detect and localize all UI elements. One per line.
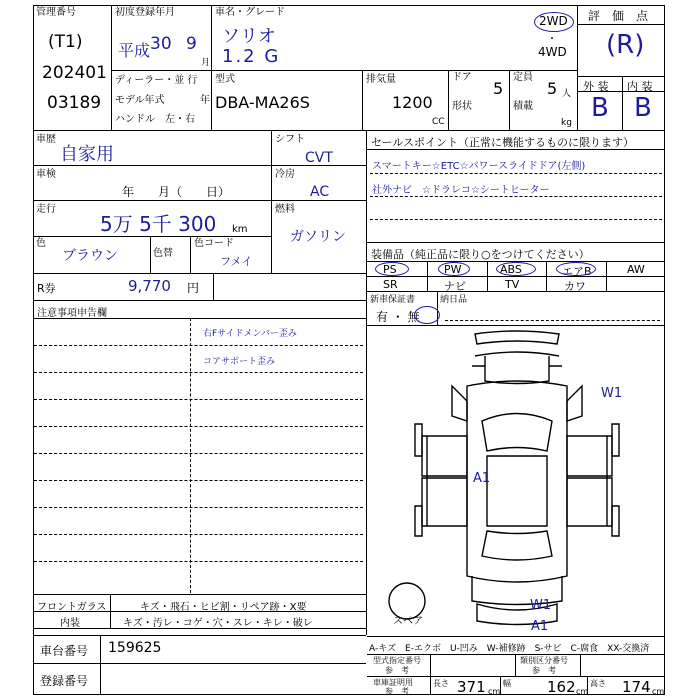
color-code-value: フメイ [220, 255, 253, 268]
dashed-line [34, 345, 363, 346]
grade: 1.2 G [222, 46, 281, 67]
equip-pw: PW [444, 263, 462, 276]
mgmt-num2: 03189 [47, 93, 102, 113]
chassis-value: 159625 [108, 640, 162, 656]
mark-a1-bot: A1 [531, 619, 549, 634]
line [367, 291, 665, 292]
color-code-label: 色コード [194, 238, 234, 249]
length-value: 371 [457, 678, 486, 696]
equip-abs: ABS [500, 263, 522, 276]
length-label: 長さ [433, 679, 449, 688]
line [606, 261, 607, 291]
line [427, 261, 428, 291]
line [150, 236, 151, 273]
model-year-label: モデル年式 [115, 95, 165, 106]
line [272, 200, 366, 201]
sales-line2: 社外ナビ ☆ドラレコ☆シートヒーター [372, 185, 550, 196]
damage-legend: A-キズ E-エクボ U-凹み W-補修跡 S-サビ C-腐食 XX-交換済 [369, 644, 650, 654]
equip-airbag: エアB [562, 265, 592, 278]
shaken-date: 年 月（ 日） [122, 185, 231, 199]
interior-cond-label: 内装 [60, 618, 80, 629]
month-unit: 月 [201, 58, 211, 68]
line [33, 130, 665, 131]
type-label: 型式 [215, 74, 235, 85]
dashed-line [34, 372, 363, 373]
width-value: 162 [547, 678, 576, 696]
delivery-label: 納日品 [440, 295, 468, 305]
mileage-value: 5万 5千 300 [100, 212, 217, 236]
line [367, 676, 665, 677]
door-value: 5 [493, 79, 504, 98]
name-grade-label: 車名・グレード [215, 7, 285, 18]
line [487, 261, 488, 291]
line [190, 236, 191, 273]
warranty-label: 新車保証書 [370, 295, 416, 305]
equipment-title: 装備品（純正品に限り○をつけてください） [371, 248, 590, 261]
car-name: ソリオ [222, 26, 276, 47]
ac-label: 冷房 [275, 169, 295, 180]
mark-a1-mid: A1 [473, 471, 491, 486]
mark-w1-top: W1 [601, 386, 623, 401]
dashed-line [370, 196, 662, 197]
color-label: 色 [36, 238, 46, 249]
shape-label: 形状 [452, 101, 472, 112]
equip-airbag-circle [556, 262, 596, 276]
capacity-unit: 人 [562, 89, 572, 99]
width-label: 幅 [503, 679, 511, 688]
line [367, 654, 665, 655]
line [211, 5, 212, 130]
line [33, 300, 366, 301]
cert-label: 車庫証明用 [373, 678, 413, 687]
height-unit: cm [652, 687, 665, 696]
dashed-line [445, 320, 660, 321]
exterior-label: 外 装 [583, 80, 609, 93]
dashed-line [34, 426, 363, 427]
line [110, 594, 111, 628]
shaken-label: 車検 [36, 169, 56, 180]
equip-aw: AW [627, 263, 645, 276]
equip-leather: カワ [564, 280, 586, 293]
dashed-line [34, 507, 363, 508]
line [33, 635, 366, 636]
line [213, 273, 214, 300]
r-label: R券 [37, 282, 56, 295]
chassis-label: 車台番号 [40, 644, 89, 658]
reg-label: 登録番号 [40, 674, 89, 688]
score-label: 評 価 点 [588, 9, 649, 23]
line [578, 24, 665, 25]
class-ref: 参 考 [532, 666, 556, 675]
line [367, 276, 665, 277]
line [367, 242, 665, 243]
model-year-unit: 年 [200, 95, 210, 106]
first-reg-label: 初度登録年月 [115, 7, 175, 18]
class-label: 類別区分番号 [520, 656, 568, 665]
dashed-line [34, 453, 363, 454]
line [515, 654, 516, 676]
mgmt-label: 管理番号 [36, 7, 76, 18]
handle-label: ハンドル 左・右 [115, 114, 195, 125]
equip-sr: SR [383, 278, 398, 291]
equip-ps: PS [383, 263, 397, 276]
equip-navi: ナビ [444, 280, 466, 293]
dashed-line [34, 534, 363, 535]
reg-month: 9 [186, 34, 197, 54]
type-spec-label: 型式指定番号 [373, 656, 421, 665]
warranty-circle [414, 306, 440, 324]
dashed-line [34, 399, 363, 400]
load-label: 積載 [513, 101, 533, 112]
displacement-label: 排気量 [366, 74, 396, 85]
interior-grade: B [634, 93, 652, 123]
car-diagram [367, 326, 665, 636]
cert-ref: 参 考 [385, 687, 409, 696]
notes-line2: コアサポート歪み [203, 357, 276, 367]
color-change-label: 色替 [153, 248, 173, 259]
history-label: 車歴 [36, 134, 56, 145]
mileage-label: 走行 [36, 204, 56, 215]
line [577, 5, 578, 130]
dashed-line [34, 480, 363, 481]
dashed-vertical [190, 318, 191, 593]
capacity-value: 5 [547, 79, 558, 98]
line [33, 594, 366, 595]
height-label: 高さ [590, 679, 606, 688]
line [580, 654, 581, 676]
line [33, 663, 366, 664]
equip-tv: TV [505, 278, 520, 291]
load-unit: kg [561, 118, 572, 128]
mileage-unit: km [232, 224, 248, 235]
line [100, 635, 101, 695]
drive-dot: ・ [547, 34, 557, 45]
line [367, 636, 665, 637]
door-label: ドア [452, 72, 472, 83]
line [362, 70, 363, 130]
front-glass-items: キズ・飛石・ヒビ割・リペア跡・X要 [140, 602, 307, 613]
type-spec-ref: 参 考 [385, 666, 409, 675]
equip-ps-circle [375, 262, 409, 276]
color-value: ブラウン [62, 248, 118, 264]
line [33, 273, 366, 274]
line [430, 654, 431, 676]
line [546, 261, 547, 291]
front-glass-label: フロントガラス [37, 602, 107, 613]
exterior-grade: B [591, 93, 609, 123]
capacity-label: 定員 [513, 72, 533, 83]
type-value: DBA-MA26S [215, 93, 310, 112]
dealer-label: ディーラー・並 行 [115, 75, 198, 86]
mgmt-num1: 202401 [42, 63, 107, 83]
r-value: 9,770 [128, 277, 171, 295]
reg-year: 30 [150, 34, 172, 54]
line [111, 70, 577, 71]
dashed-line [34, 561, 363, 562]
width-unit: cm [576, 687, 589, 696]
line [33, 200, 271, 201]
dashed-line [370, 219, 662, 220]
equip-pw-circle [438, 262, 470, 276]
r-unit: 円 [187, 281, 200, 295]
drive-2wd: 2WD [539, 14, 568, 28]
line [448, 70, 449, 130]
sales-title: セールスポイント（正常に機能するものに限ります） [371, 136, 635, 149]
line [111, 5, 112, 130]
shift-value: CVT [305, 150, 333, 166]
length-unit: cm [488, 687, 501, 696]
line [271, 130, 272, 273]
interior-cond-items: キズ・汚レ・コゲ・穴・スレ・キレ・破レ [123, 618, 313, 629]
era: 平成 [118, 41, 151, 60]
shift-label: シフト [275, 134, 305, 145]
score-value: (R) [606, 30, 645, 60]
sales-line1: スマートキー☆ETC☆パワースライドドア(左側) [372, 161, 586, 172]
ac-value: AC [310, 184, 330, 200]
spare-label: スペア [393, 616, 423, 627]
mgmt-code: (T1) [48, 32, 83, 52]
mark-w1-bot: W1 [530, 598, 552, 613]
line [622, 76, 623, 130]
dashed-line [370, 173, 662, 174]
fuel-label: 燃料 [275, 204, 295, 215]
displacement-unit: CC [432, 117, 445, 127]
drive-4wd: 4WD [538, 45, 567, 59]
fuel-value: ガソリン [290, 229, 346, 245]
height-value: 174 [622, 678, 651, 696]
line [430, 676, 431, 695]
history-value: 自家用 [60, 144, 114, 165]
line [509, 70, 510, 130]
interior-label: 内 装 [627, 80, 653, 93]
equip-abs-circle [496, 262, 536, 276]
notes-line1: 右Fサイドメンバー歪み [203, 329, 297, 339]
warranty-value: 有 ・ 無 [376, 310, 420, 324]
notes-title: 注意事項申告欄 [37, 308, 107, 319]
displacement-value: 1200 [392, 93, 433, 112]
